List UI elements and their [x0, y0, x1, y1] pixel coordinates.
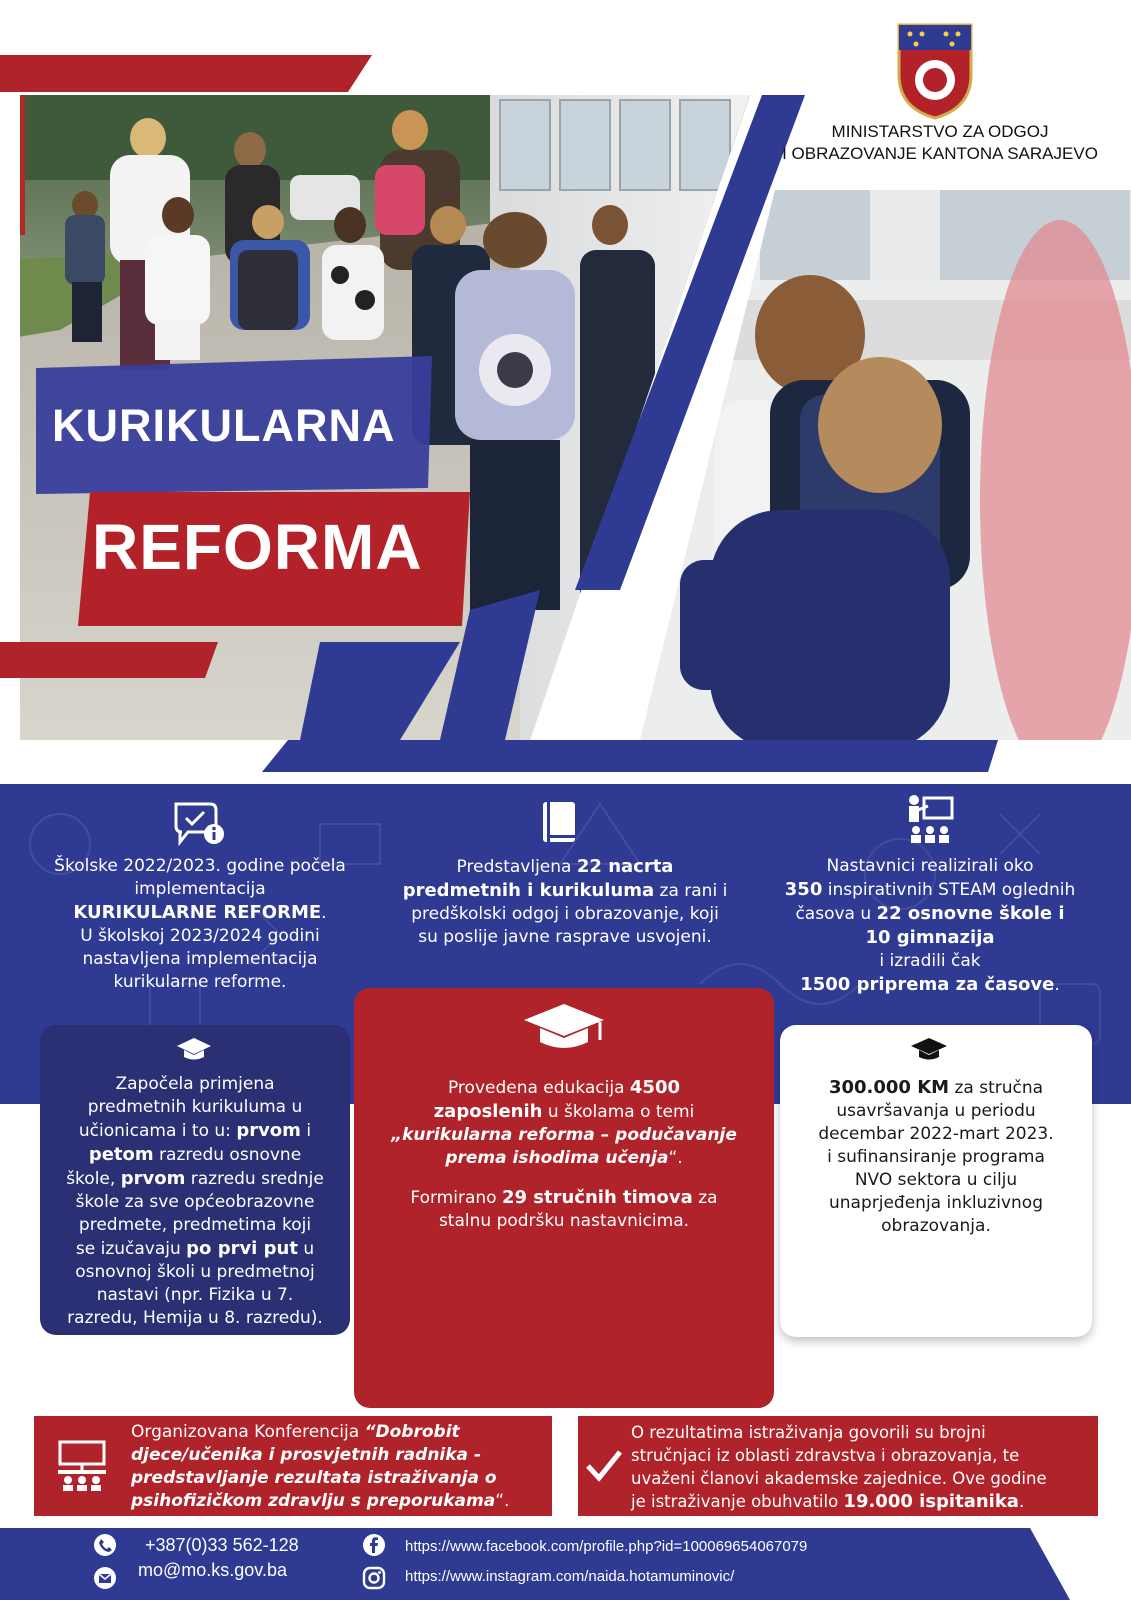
research-text: O rezultatima istraživanja govorili su brojni stručnjaci iz oblasti zdravstva i obrazovanja, te uvaženi članovi akademske zajednice. Ove godine je istraživanje obuhvatilo 19.000 ispitanika.	[631, 1423, 1047, 1512]
ministry-name	[760, 121, 1120, 165]
card-right-text: 300.000 KM za stručna usavršavanja u periodu decembar 2022-mart 2023. i sufinansiranje programa NVO sektora u cilju unaprjeđenja inkluzivnog obrazovanja.	[818, 1077, 1054, 1236]
title-kurikularna: KURIKULARNA	[52, 400, 396, 451]
ministry-name-line2: I OBRAZOVANJE KANTONA SARAJEVO	[782, 144, 1098, 163]
email-icon	[93, 1566, 117, 1590]
footer-phone[interactable]: +387(0)33 562-128	[145, 1535, 299, 1555]
footer-instagram-link[interactable]: https://www.instagram.com/naida.hotamuminovic/	[405, 1568, 735, 1585]
ministry-name-line1: MINISTARSTVO ZA ODGOJ	[831, 122, 1049, 141]
instagram-icon	[362, 1566, 386, 1590]
graduation-cap-icon	[176, 1036, 212, 1062]
checkmark-icon	[584, 1448, 624, 1484]
title-reforma: REFORMA	[92, 511, 423, 583]
graduation-cap-icon	[910, 1036, 948, 1062]
footer-facebook-link[interactable]: https://www.facebook.com/profile.php?id=100069654067079	[405, 1538, 808, 1555]
chat-info-icon	[172, 800, 226, 846]
reform-start-text: Školske 2022/2023. godine počela implementacija KURIKULARNE REFORME. U školskoj 2023/2024 godini nastavljena implementacija kurikularne reforme.	[54, 856, 346, 992]
footer-email[interactable]: mo@mo.ks.gov.ba	[138, 1560, 287, 1580]
phone-icon	[93, 1533, 117, 1557]
curriculum-drafts-text: Predstavljena 22 nacrta predmetnih i kurikuluma za rani i predškolski odgoj i obrazovanje, koji su poslije javne rasprave usvojeni.	[402, 856, 728, 947]
card-left-text: Započela primjena predmetnih kurikuluma u učionicama i to u: prvom i petom razredu osnovne škole, prvom razredu srednje škole za sve općeobrazovne predmete, predmetima koji se izučavaju po prvi put u osnovnoj školi u predmetnoj nastavi (npr. Fizika u 7. razredu, Hemija u 8. razredu).	[66, 1074, 324, 1328]
graduation-cap-icon	[522, 1002, 606, 1054]
footer-corner-accent	[1030, 1528, 1131, 1600]
conference-icon	[56, 1440, 108, 1492]
conference-text: Organizovana Konferencija “Dobrobit djece/učenika i prosvjetnih radnika - predstavljanje rezultata istraživanja o psihofizičkom zdravlju s preporukama“.	[131, 1422, 510, 1511]
steam-lessons-text: Nastavnici realizirali oko 350 inspirativnih STEAM oglednih časova u 22 osnovne škole i 10 gimnazija i izradili čak 1500 priprema za časove.	[784, 856, 1076, 995]
coat-of-arms-icon	[899, 25, 971, 118]
card-center-text: Provedena edukacija 4500 zaposlenih u školama o temi „kurikularna reforma – podučavanje prema ishodima učenja“. Formirano 29 stručnih timova za stalnu podršku nastavnicima.	[391, 1077, 737, 1231]
facebook-icon	[362, 1533, 386, 1557]
hero-photo	[0, 0, 1131, 780]
teacher-board-icon	[906, 794, 956, 846]
book-icon	[541, 800, 577, 844]
